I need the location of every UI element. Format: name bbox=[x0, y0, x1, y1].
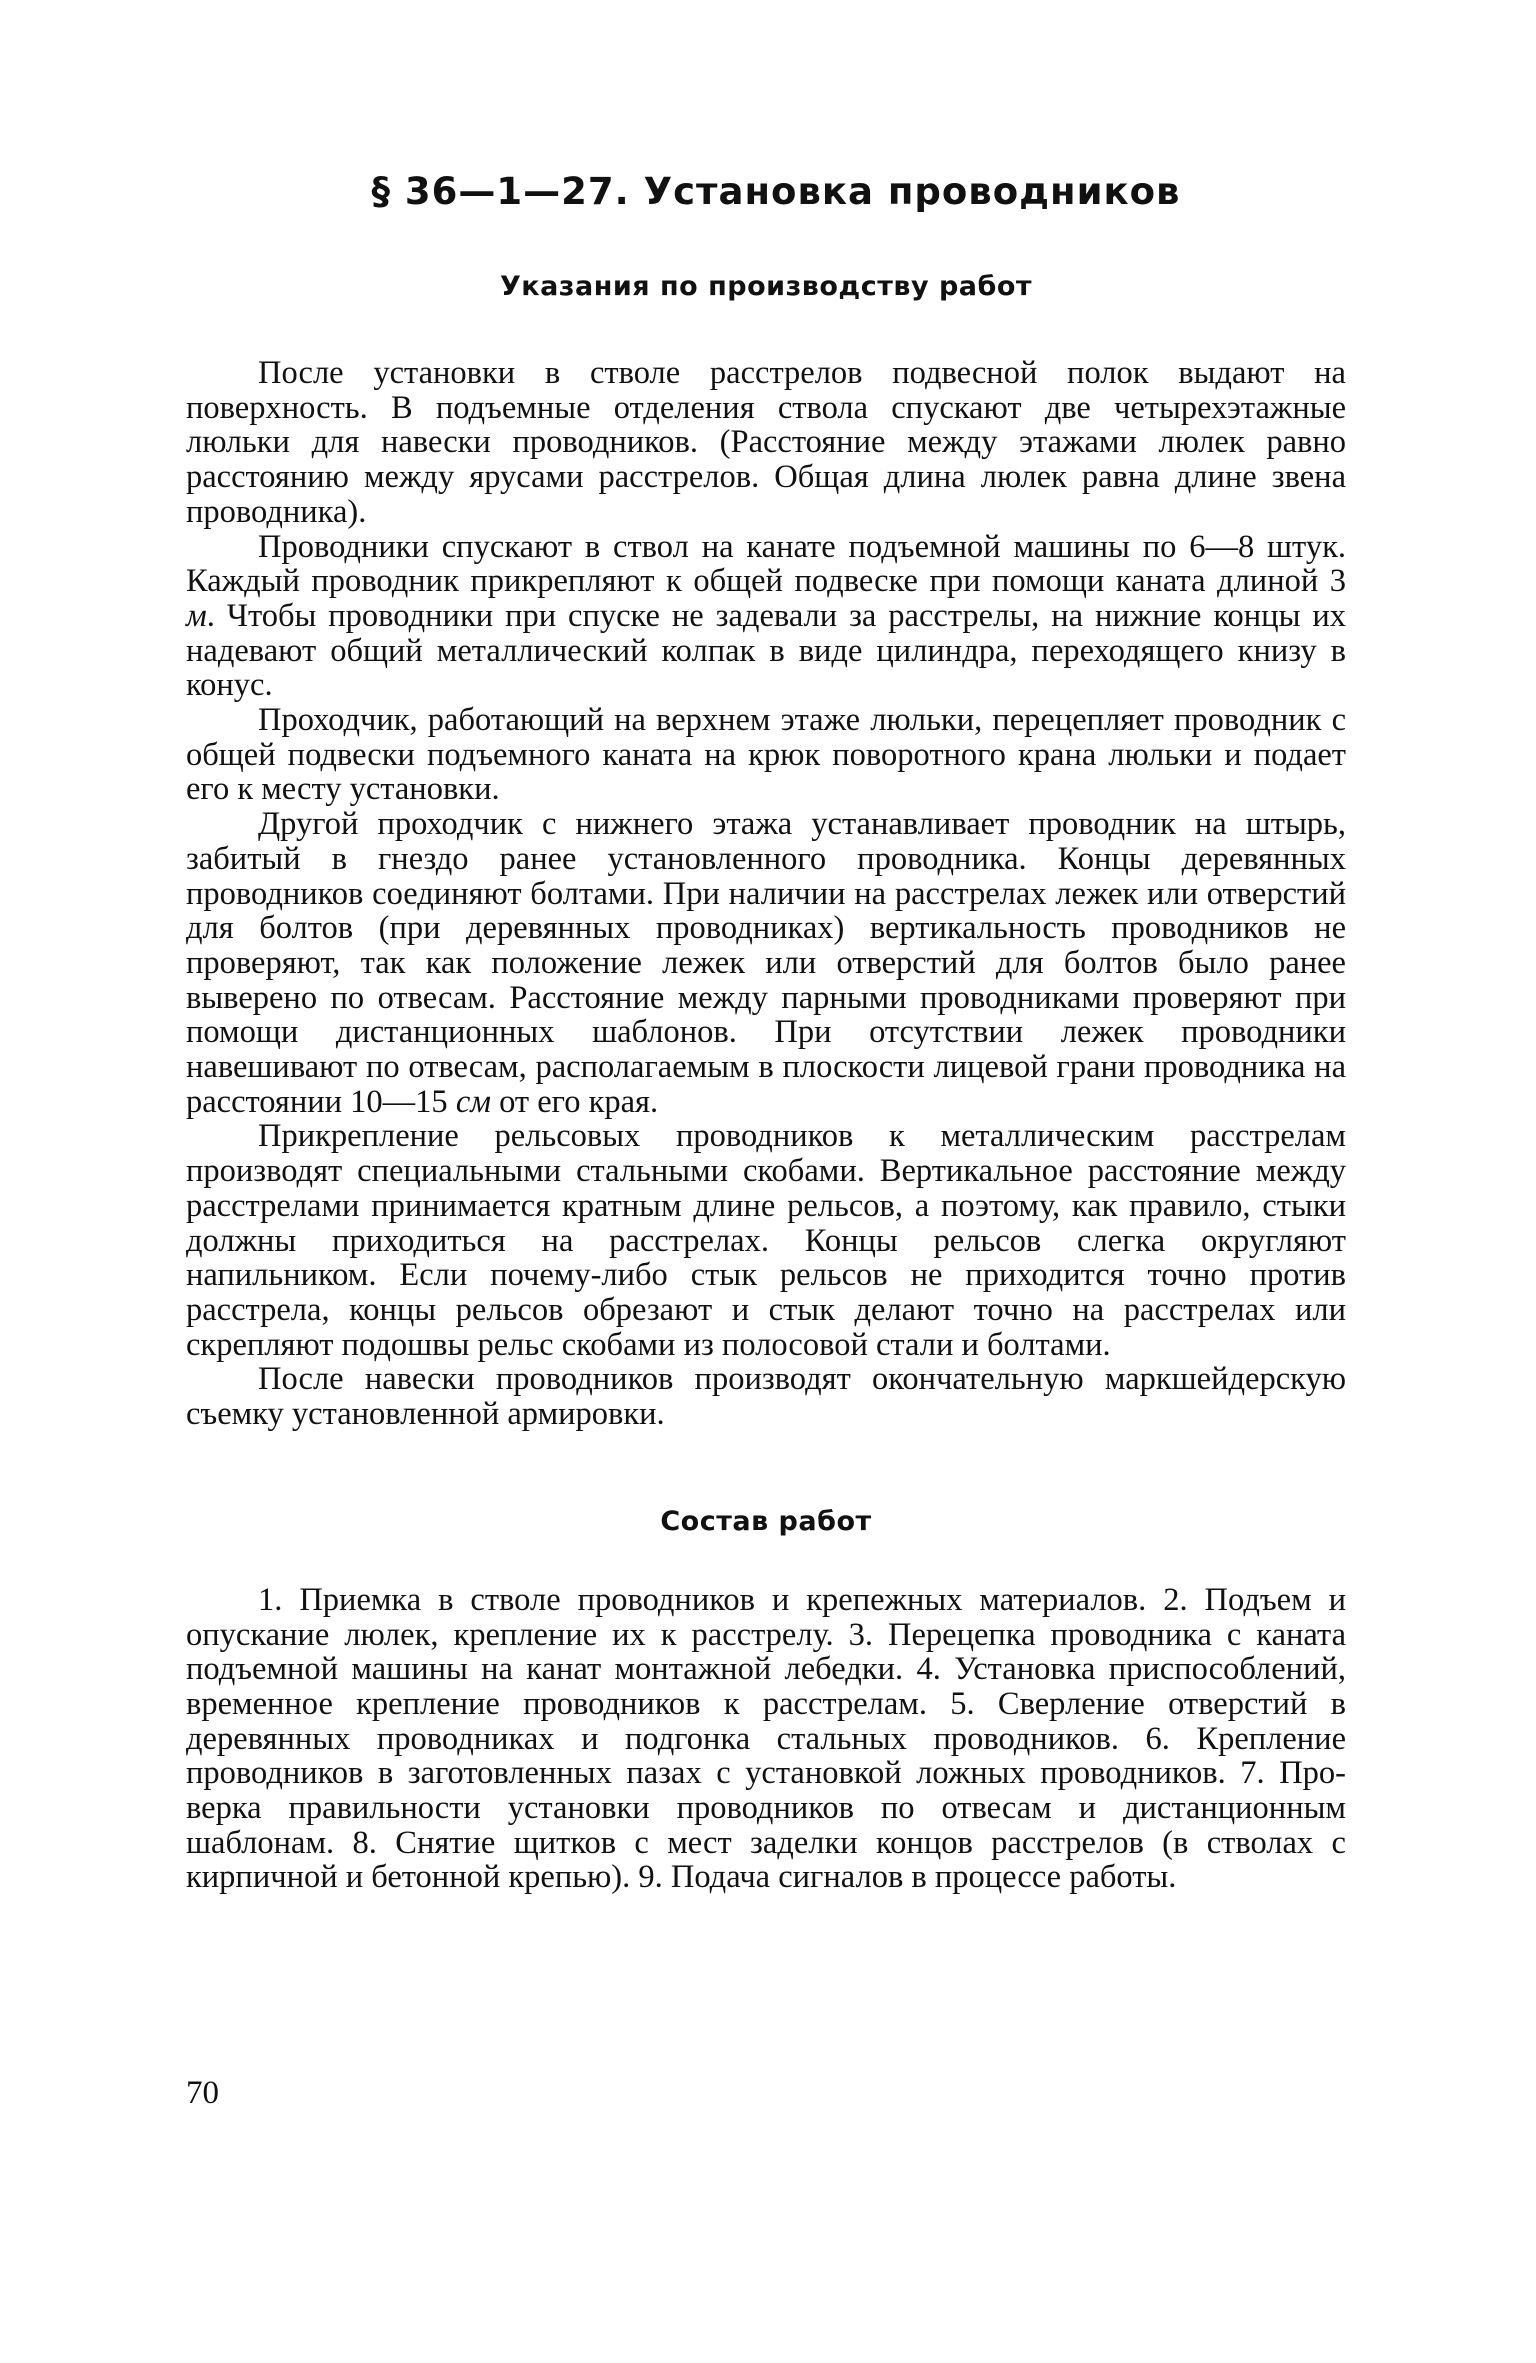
subheading-composition: Состав работ bbox=[660, 1505, 872, 1537]
composition-list: 1. Приемка в стволе проводников и крепежных материалов. 2. Подъем и опускание люлек, крепление их к расстрелу. 3. Перецепка проводника с каната подъемной машины на канат монтажной лебедки. 4. Установка приспособлений, временное крепление проводников к расстрелам. 5. Сверление отверстий в деревянных проводниках и подгонка стальных проводников. 6. Крепление проводников в заготовленных пазах с установкой ложных проводников. 7. Проверка правильности установки проводников по отвесам и дистанционным шаблонам. 8. Снятие щитков с мест заделки концов расстрелов (в стволах с кирпичной и бетонной крепью). 9. Подача сигналов в процессе работы. bbox=[186, 1581, 1346, 1896]
paragraph: После навески проводников производят окончательную маркшейдерскую съемку установленной армировки. bbox=[186, 1361, 1346, 1433]
unit-text: см bbox=[455, 1083, 491, 1120]
section-title: § 36—1—27. Установка проводников bbox=[371, 170, 1181, 213]
paragraph: После установки в стволе расстрелов подвесной полок выдают на поверхность. В подъемные отделения ствола спускают две четырехэтажные люльки для навески проводников. (Расстояние между этажами люлек равно расстоянию между ярусами расстрелов. Общая длина люлек равна длине звена проводника). bbox=[186, 355, 1346, 530]
paragraph-text: Другой проходчик с нижнего этажа устанавливает проводник на штырь, забитый в гнездо ранее установленного проводника. Концы деревянных проводников соединяют болтами. При наличии на расстрелах лежек или отверстий для болтов (при деревянных проводниках) вертикальность проводников не проверяют, так как положение лежек или отверстий для болтов было ранее выверено по отвесам. Расстояние между парными проводниками проверяют при помощи дистанционных шаблонов. При отсутствии лежек проводники навешивают по отвесам, располагаемым в плоскости лицевой грани проводника на расстоянии 10—15 bbox=[186, 806, 1346, 1120]
paragraph bbox=[186, 530, 1346, 704]
page-number: 70 bbox=[186, 2075, 219, 2111]
paragraph-text: Проводники спускают в ствол на канате подъемной машины по 6—8 штук. Каждый проводник прикрепляют к общей подвеске при помощи каната длиной 3 bbox=[186, 528, 1346, 600]
paragraph: Прикрепление рельсовых проводников к металлическим расстрелам производят специальными стальными скобами. Вертикальное расстояние между расстрелами принимается кратным длине рельсов, а поэтому, как правило, стыки должны приходиться на расстрелах. Концы рельсов слегка округляют напильником. Если почему-либо стык рельсов не приходится точно против расстрела, концы рельсов обрезают и стык делают точно на расстрелах или скрепляют подошвы рельс скобами из полосовой стали и болтами. bbox=[186, 1118, 1346, 1363]
subheading-instructions: Указания по производству работ bbox=[499, 271, 1033, 302]
paragraph-text: от его края. bbox=[490, 1083, 659, 1120]
paragraph: Проходчик, работающий на верхнем этаже люльки, перецепляет проводник с общей подвески подъемного каната на крюк поворотного крана люльки и подает его к месту установки. bbox=[186, 702, 1346, 808]
unit-text: м bbox=[186, 597, 207, 634]
paragraph-text: . Чтобы проводники при спуске не задевали за расстрелы, на нижние концы их надевают общий металлический колпак в виде цилиндра, переходящего книзу в конус. bbox=[186, 597, 1346, 704]
document-page bbox=[186, 170, 1346, 1895]
paragraph bbox=[186, 807, 1346, 1119]
